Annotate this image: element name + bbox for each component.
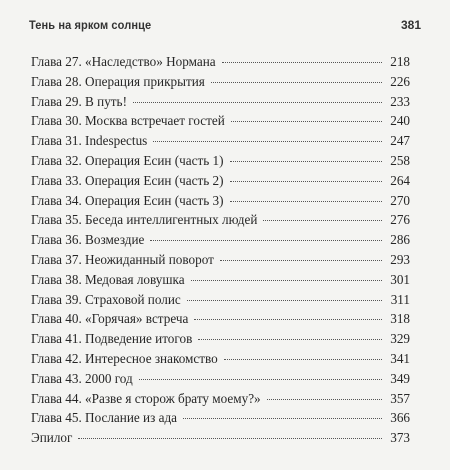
toc-entry: [31, 408, 410, 428]
toc-entry-page: 341: [390, 350, 410, 366]
toc-entry: [31, 191, 410, 211]
dot-leader: [230, 161, 382, 162]
toc-entry-title: Глава 29. В путь!: [31, 93, 127, 109]
toc-entry: [31, 349, 410, 369]
toc-entry-page: 301: [390, 271, 410, 287]
toc-entry: [31, 111, 410, 131]
toc-entry-title: Глава 45. Послание из ада: [31, 410, 178, 426]
toc-entry-page: 366: [390, 410, 410, 426]
toc-entry: [31, 171, 410, 191]
toc-entry-page: 218: [390, 54, 410, 69]
toc-entry-page: 258: [390, 152, 410, 168]
dot-leader: [139, 379, 382, 380]
toc-entry: [31, 210, 410, 230]
toc-entry-title: Глава 40. «Горячая» встреча: [31, 311, 189, 327]
toc-entry-page: 318: [390, 311, 410, 327]
dot-leader: [267, 399, 382, 400]
toc-entry: [31, 250, 410, 270]
toc-entry-page: 270: [390, 192, 410, 208]
dot-leader: [133, 102, 382, 103]
toc-entry: [31, 329, 410, 349]
toc-entry-title: Глава 44. «Разве я сторож брату моему?»: [31, 390, 261, 406]
dot-leader: [183, 418, 382, 419]
toc-entry-title: Глава 37. Неожиданный поворот: [31, 251, 214, 267]
toc-entry-title: Глава 35. Беседа интеллигентных людей: [31, 212, 258, 228]
toc-entry: [31, 290, 410, 310]
toc-entry-title: Глава 36. Возмездие: [31, 232, 145, 248]
toc-entry-title: Глава 34. Операция Есин (часть 3): [31, 192, 224, 208]
toc-entry: [31, 52, 410, 72]
toc-entry-title: Эпилог: [31, 430, 73, 446]
toc-entry-title: Глава 27. «Наследство» Нормана: [31, 54, 216, 69]
toc-entry-page: 276: [390, 212, 410, 228]
toc-entry: [31, 369, 410, 389]
toc-entry-page: 286: [390, 232, 410, 248]
toc-entry-title: Глава 38. Медовая ловушка: [31, 271, 185, 287]
dot-leader: [187, 300, 382, 301]
dot-leader: [198, 339, 382, 340]
toc-entry-page: 226: [390, 73, 410, 89]
toc-entry-title: Глава 43. 2000 год: [31, 370, 133, 386]
toc-entry: [31, 270, 410, 290]
toc-entry-page: 373: [390, 430, 410, 446]
toc-entry-page: 311: [390, 291, 410, 307]
running-head: [29, 18, 421, 34]
dot-leader: [191, 280, 382, 281]
toc-entry: [31, 72, 410, 92]
toc-entry-title: Глава 33. Операция Есин (часть 2): [31, 172, 224, 188]
toc-entry: [31, 389, 410, 409]
toc-entry-title: Глава 28. Операция прикрытия: [31, 73, 205, 89]
toc-entry: [31, 309, 410, 329]
page-number: 381: [400, 18, 421, 32]
toc-entry-title: Глава 31. Indespectus: [31, 133, 148, 149]
dot-leader: [230, 201, 382, 202]
toc-entry: [31, 131, 410, 151]
toc-entry-page: 247: [390, 133, 410, 149]
dot-leader: [78, 438, 382, 439]
book-title: Тень на ярком солнце: [29, 18, 152, 32]
toc-entry-page: 293: [390, 251, 410, 267]
dot-leader: [150, 240, 382, 241]
dot-leader: [224, 359, 382, 360]
table-of-contents: [31, 52, 410, 448]
dot-leader: [211, 82, 382, 83]
dot-leader: [153, 141, 382, 142]
toc-entry: [31, 151, 410, 171]
dot-leader: [230, 181, 382, 182]
toc-entry: [31, 230, 410, 250]
toc-entry-page: 329: [390, 331, 410, 347]
toc-entry-page: 264: [390, 172, 410, 188]
dot-leader: [231, 121, 382, 122]
toc-entry-page: 349: [390, 370, 410, 386]
toc-entry: [31, 428, 410, 448]
toc-entry-page: 357: [390, 390, 410, 406]
toc-entry-title: Глава 42. Интересное знакомство: [31, 350, 218, 366]
toc-entry-page: 233: [390, 93, 410, 109]
dot-leader: [220, 260, 382, 261]
dot-leader: [194, 319, 382, 320]
toc-entry-page: 240: [390, 113, 410, 129]
toc-entry-title: Глава 39. Страховой полис: [31, 291, 181, 307]
toc-entry-title: Глава 30. Москва встречает гостей: [31, 113, 225, 129]
toc-entry: [31, 92, 410, 112]
dot-leader: [263, 220, 382, 221]
dot-leader: [222, 62, 382, 63]
toc-entry-title: Глава 32. Операция Есин (часть 1): [31, 152, 224, 168]
toc-entry-title: Глава 41. Подведение итогов: [31, 331, 193, 347]
